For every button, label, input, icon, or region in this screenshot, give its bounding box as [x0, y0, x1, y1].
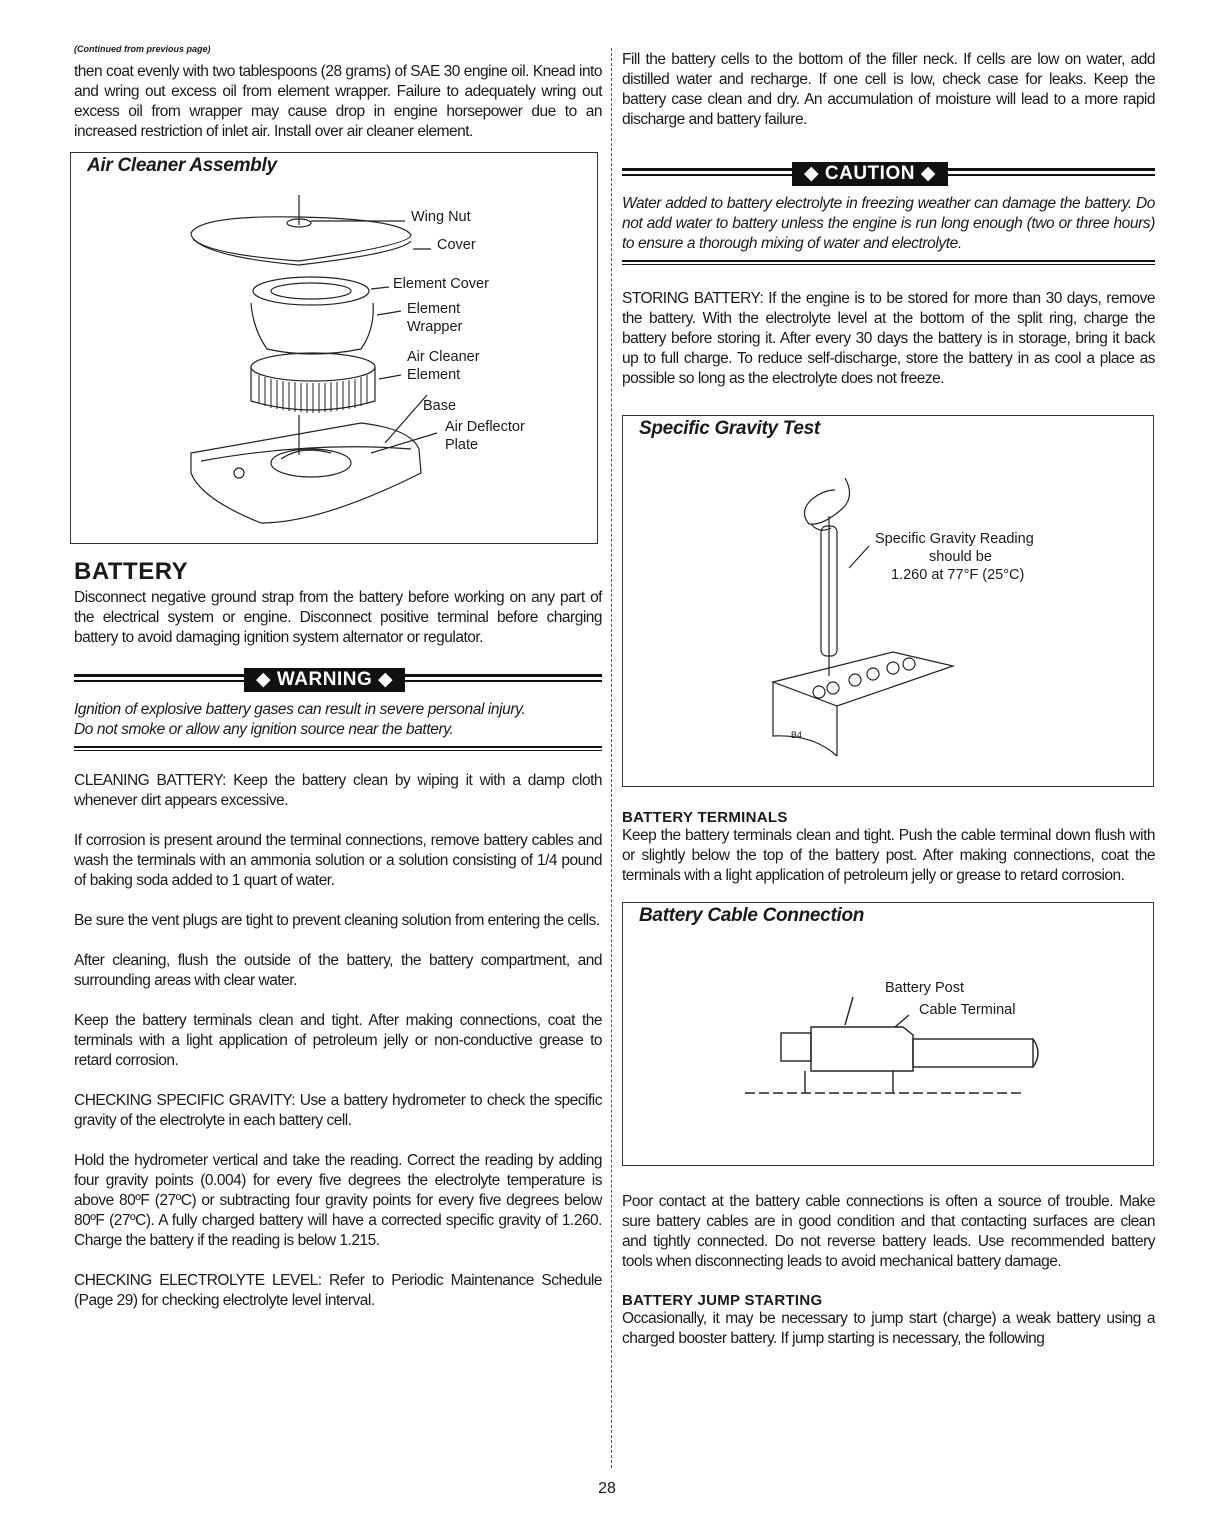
caution-rule	[622, 260, 1155, 262]
electrolyte-level-paragraph: CHECKING ELECTROLYTE LEVEL: Refer to Periodic Maintenance Schedule (Page 29) for checking electrolyte level interval.	[74, 1272, 602, 1309]
label-cover: Cover	[437, 237, 476, 253]
column-divider	[611, 48, 612, 1468]
right-column	[622, 50, 1155, 1355]
fill-paragraph: Fill the battery cells to the bottom of the filler neck. If cells are low on water, add distilled water and recharge. If one cell is low, check case for leaks. Keep the battery case clean and dry. An accumulation of moisture will lead to a more rapid discharge and battery failure.	[622, 51, 1155, 128]
reading-line-1: Specific Gravity Reading	[875, 531, 1034, 547]
warning-label: ◆ WARNING ◆	[244, 668, 405, 692]
air-cleaner-illustration	[71, 153, 597, 543]
terminals-paragraph: Keep the battery terminals clean and tight. Push the cable terminal down flush with or slightly below the top of the battery post. After making connections, coat the terminals with a light application of petroleum jelly or grease to retard corrosion.	[622, 827, 1155, 884]
label-element-wrapper-2: Wrapper	[407, 319, 463, 335]
page-number: 28	[598, 1480, 616, 1497]
battery-mark: B4	[791, 730, 803, 740]
warning-text-2: Do not smoke or allow any ignition source near the battery.	[74, 721, 454, 738]
cable-connection-figure	[622, 902, 1154, 1166]
jump-starting-paragraph: Occasionally, it may be necessary to jump start (charge) a weak battery using a charged booster battery. If jump starting is necessary, the following	[622, 1310, 1155, 1347]
figure-title: Air Cleaner Assembly	[87, 155, 277, 176]
continued-note: (Continued from previous page)	[74, 44, 211, 54]
specific-gravity-figure	[622, 415, 1154, 787]
label-wing-nut: Wing Nut	[411, 209, 471, 225]
reading-line-3: 1.260 at 77°F (25°C)	[891, 567, 1025, 583]
label-air-deflector-1: Air Deflector	[445, 419, 525, 435]
figure-title: Battery Cable Connection	[639, 905, 865, 926]
hydrometer-illustration	[623, 416, 1153, 786]
storing-paragraph: STORING BATTERY: If the engine is to be stored for more than 30 days, remove the battery. With the electrolyte level at the bottom of the split ring, charge the battery before storing it. After every 30 days the battery is in storage, bring it back up to full charge. To reduce self-discharge, store the battery in as cool a place as possible so long as the electrolyte does not freeze.	[622, 290, 1155, 387]
label-base: Base	[423, 398, 457, 414]
caution-banner	[622, 162, 1155, 186]
cable-connection-illustration	[623, 903, 1153, 1165]
intro-paragraph: then coat evenly with two tablespoons (28 grams) of SAE 30 engine oil. Knead into and wring out excess oil from element wrapper. Failure to adequately wring out excess oil from wrapper may cause drop in engine horsepower due to an increased restriction of inlet air. Install over air cleaner element.	[74, 63, 602, 140]
label-air-deflector-2: Plate	[445, 437, 479, 453]
cable-terminal-label: Cable Terminal	[919, 1002, 1016, 1018]
corrosion-paragraph: If corrosion is present around the terminal connections, remove battery cables and wash the terminals with an ammonia solution or a solution consisting of 1/4 pound of baking soda added to 1 quart of water.	[74, 832, 602, 889]
caution-label: ◆ CAUTION ◆	[792, 162, 948, 186]
hydrometer-paragraph: Hold the hydrometer vertical and take the reading. Correct the reading by adding four gravity points (0.004) for every five degrees the electrolyte temperature is above 80ºF (27ºC) or subtracting four gravity points for every five degrees below 80ºF (27ºC). A fully charged battery will have a corrected specific gravity of 1.260. Charge the battery if the reading is below 1.215.	[74, 1152, 602, 1249]
flush-paragraph: After cleaning, flush the outside of the battery, the battery compartment, and surrounding areas with clear water.	[74, 952, 602, 989]
label-element-wrapper-1: Element	[407, 301, 461, 317]
vent-plugs-paragraph: Be sure the vent plugs are tight to prevent cleaning solution from entering the cells.	[74, 912, 600, 929]
left-column	[74, 44, 602, 1331]
warning-banner	[74, 668, 602, 692]
battery-post-label: Battery Post	[885, 980, 964, 996]
warning-text-1: Ignition of explosive battery gases can result in severe personal injury.	[74, 701, 526, 718]
jump-starting-heading: BATTERY JUMP STARTING	[622, 1292, 823, 1309]
poor-contact-paragraph: Poor contact at the battery cable connections is often a source of trouble. Make sure battery cables are in good condition and that contacting surfaces are clean and tightly connected. Do not reverse battery leads. Use recommended battery tools when disconnecting leads to avoid mechanical battery damage.	[622, 1193, 1155, 1270]
label-air-cleaner-element-2: Element	[407, 367, 461, 383]
warning-rule	[74, 746, 602, 748]
battery-heading: BATTERY	[74, 558, 189, 585]
terminals-paragraph: Keep the battery terminals clean and tight. After making connections, coat the terminals with a light application of petroleum jelly or non-conductive grease to retard corrosion.	[74, 1012, 602, 1069]
reading-line-2: should be	[929, 549, 992, 565]
label-air-cleaner-element-1: Air Cleaner	[407, 349, 480, 365]
air-cleaner-figure	[70, 152, 598, 544]
cleaning-paragraph: CLEANING BATTERY: Keep the battery clean by wiping it with a damp cloth whenever dirt appears excessive.	[74, 772, 602, 809]
battery-intro: Disconnect negative ground strap from the battery before working on any part of the electrical system or engine. Disconnect positive terminal before charging battery to avoid damaging ignition system alternator or regulator.	[74, 589, 602, 646]
label-element-cover: Element Cover	[393, 276, 489, 292]
specific-gravity-paragraph: CHECKING SPECIFIC GRAVITY: Use a battery hydrometer to check the specific gravity of the electrolyte in each battery cell.	[74, 1092, 602, 1129]
figure-title: Specific Gravity Test	[639, 418, 820, 439]
terminals-heading: BATTERY TERMINALS	[622, 809, 788, 826]
caution-text: Water added to battery electrolyte in freezing weather can damage the battery. Do not add water to battery unless the engine is run long enough (two or three hours) to ensure a thorough mixing of water and electrolyte.	[622, 195, 1155, 252]
